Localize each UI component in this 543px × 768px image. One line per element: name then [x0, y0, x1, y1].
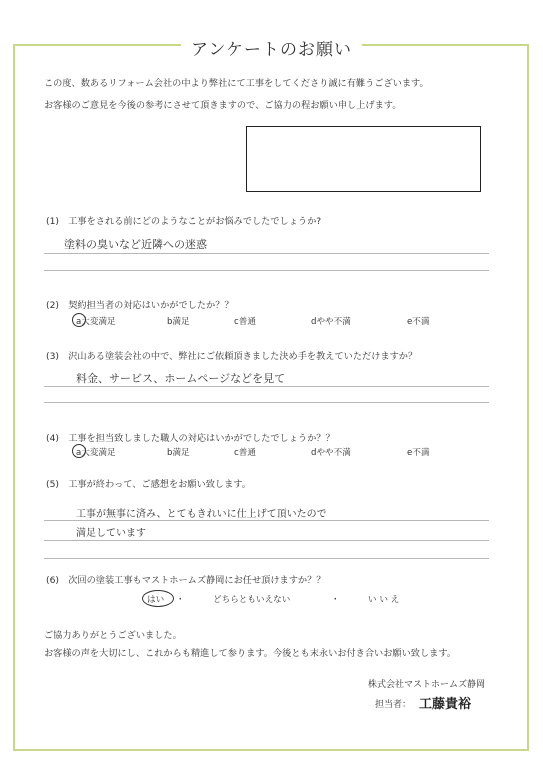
- answer-3: 料金、サービス、ホームページなどを見て: [76, 372, 286, 385]
- question-4: (4) 工事を担当致しました職人の対応はいかがでしたでしょうか？？: [46, 433, 335, 444]
- q4-option-a: a大変満足: [76, 448, 116, 458]
- question-1: (1) 工事をされる前にどのようなことがお悩みでしたでしょうか?: [46, 216, 322, 227]
- answer-line: [44, 253, 489, 254]
- intro-line-2: お客様のご意見を今後の参考にさせて頂きますので、ご協力の程お願い申し上げます。: [44, 100, 402, 111]
- q6-option-no: い い え: [368, 595, 400, 605]
- question-3: (3) 沢山ある塗装会社の中で、弊社にご依頼頂きました決め手を教えていただけますか？: [46, 351, 418, 362]
- answer-line: [44, 402, 489, 403]
- answer-line: [44, 558, 489, 559]
- option-separator: ・: [331, 595, 340, 605]
- page-title: アンケートのお願い: [181, 35, 362, 60]
- q4-option-b: b満足: [167, 448, 190, 458]
- option-separator: ・: [176, 595, 185, 605]
- q2-option-a: a大変満足: [76, 317, 116, 327]
- q2-option-d: dやや不満: [311, 317, 351, 327]
- answer-line: [44, 540, 489, 541]
- question-2: (2) 契約担当者の対応はいかがでしたか？？: [46, 300, 234, 311]
- staff-label: 担当者：: [375, 700, 412, 710]
- question-6: (6) 次回の塗装工事もマストホームズ静岡にお任せ頂けますか？？: [46, 575, 326, 586]
- answer-line: [44, 386, 489, 387]
- question-5: (5) 工事が終わって、ご感想をお願い致します。: [46, 479, 251, 490]
- intro-line-1: この度、数あるリフォーム会社の中より弊社にて工事をしてくださり誠に有難うございます。: [44, 78, 429, 89]
- staff-name: 工藤貴裕: [419, 697, 472, 712]
- q2-option-c: c普通: [234, 317, 256, 327]
- q6-option-yes: はい: [147, 595, 165, 605]
- q4-option-d: dやや不満: [311, 448, 351, 458]
- closing-line-2: お客様の声を大切にし、これからも精進して参ります。今後とも末永いお付き合いお願い致します。: [44, 648, 456, 659]
- answer-1: 塗料の臭いなど近隣への迷惑: [64, 238, 207, 251]
- title-wrap: [0, 35, 543, 60]
- company-name: 株式会社マストホームズ静岡: [368, 680, 486, 690]
- closing-line-1: ご協力ありがとうございました。: [44, 630, 182, 641]
- customer-info-box: [246, 126, 481, 192]
- q4-option-e: e不満: [407, 448, 430, 458]
- answer-line: [44, 270, 489, 271]
- answer-line: [44, 520, 489, 521]
- answer-5-line-1: 工事が無事に済み、とてもきれいに仕上げて頂いたので: [76, 509, 327, 520]
- q2-option-e: e不満: [407, 317, 430, 327]
- answer-5-line-2: 満足しています: [76, 528, 146, 539]
- q4-option-c: c普通: [234, 448, 256, 458]
- q2-option-b: b満足: [167, 317, 190, 327]
- q6-option-neither: どちらともいえない: [213, 595, 291, 605]
